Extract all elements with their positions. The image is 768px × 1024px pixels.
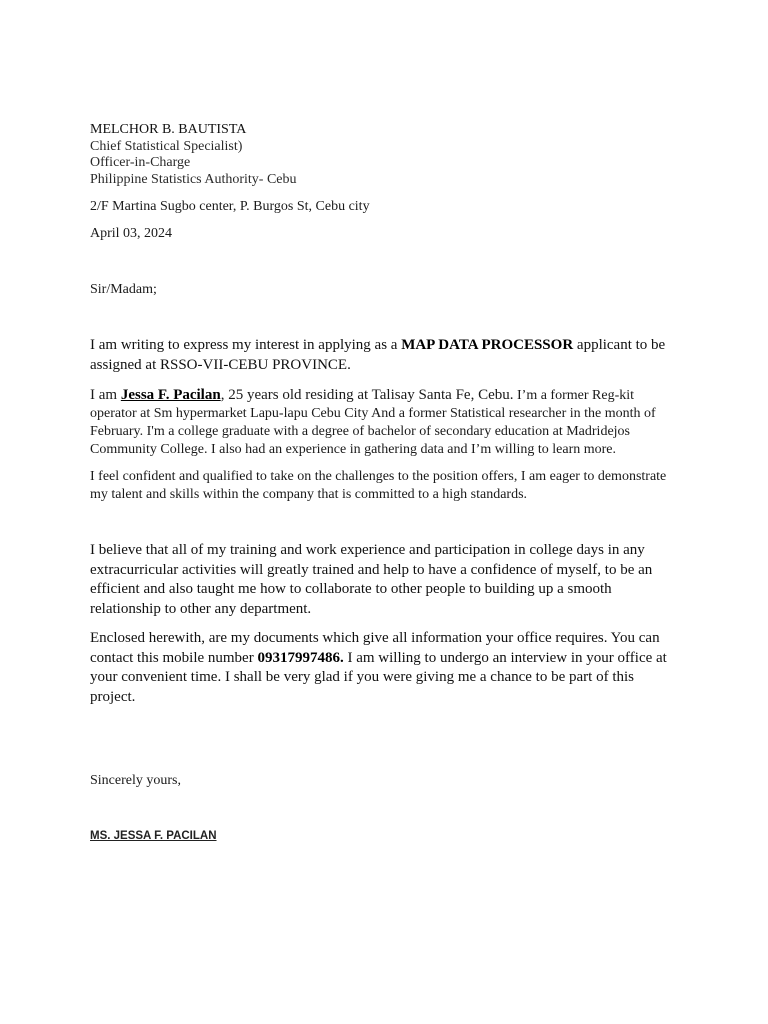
- recipient-role: Officer-in-Charge: [90, 155, 191, 170]
- recipient-address: 2/F Martina Sugbo center, P. Burgos St, Cebu city: [90, 199, 370, 214]
- position-title: MAP DATA PROCESSOR: [401, 337, 574, 353]
- intro-text-end: applicant to be assigned at RSSO-VII-CEBU PROVINCE.: [90, 337, 666, 373]
- paragraph-confidence: I feel confident and qualified to take on the challenges to the position offers, I am eager to demonstrate my talent and skills within the company that is committed to a high standards.: [90, 469, 667, 502]
- paragraph-intro: [90, 336, 680, 375]
- paragraph-experience: I believe that all of my training and work experience and participation in college days in any extracurricular activities will greatly trained and help to have a confidence of myself, to be an efficient and also taught me how to collaborate to other people to building up a smooth relationship to other any department.: [90, 542, 653, 617]
- signature: MS. JESSA F. PACILAN: [90, 830, 217, 842]
- recipient-agency: Philippine Statistics Authority- Cebu: [90, 171, 297, 187]
- recipient-block: [90, 122, 680, 188]
- salutation: Sir/Madam;: [90, 282, 157, 297]
- intro-text: I am writing to express my interest in applying as a: [90, 337, 402, 353]
- background-lead: I am: [90, 387, 121, 403]
- paragraph-background: [90, 386, 680, 459]
- recipient-title: Chief Statistical Specialist): [90, 138, 243, 154]
- closing: Sincerely yours,: [90, 773, 181, 788]
- enclosure-text: Enclosed herewith, are my documents which give all information your office requires. You can contact this mobile number: [90, 630, 660, 666]
- enclosure-text-end: I am willing to undergo an interview in your office at your convenient time. I shall be very glad if you were giving me a chance to be part of this project.: [90, 649, 667, 705]
- recipient-name: MELCHOR B. BAUTISTA: [90, 122, 247, 137]
- paragraph-enclosure: [90, 629, 680, 707]
- applicant-name: Jessa F. Pacilan: [120, 387, 221, 403]
- background-lead-rest: , 25 years old residing at Talisay Santa Fe, Cebu.: [220, 387, 514, 403]
- background-text: I’m a former Reg-kit operator at Sm hypermarket Lapu-lapu Cebu City And a former Statistical researcher in the month of February. I'm a college graduate with a degree of bachelor of secondary education at Madridejos Community College. I also had an experience in gathering data and I’m willing to learn more.: [90, 388, 656, 457]
- letter-date: April 03, 2024: [90, 226, 173, 241]
- mobile-number: 09317997486.: [257, 649, 344, 666]
